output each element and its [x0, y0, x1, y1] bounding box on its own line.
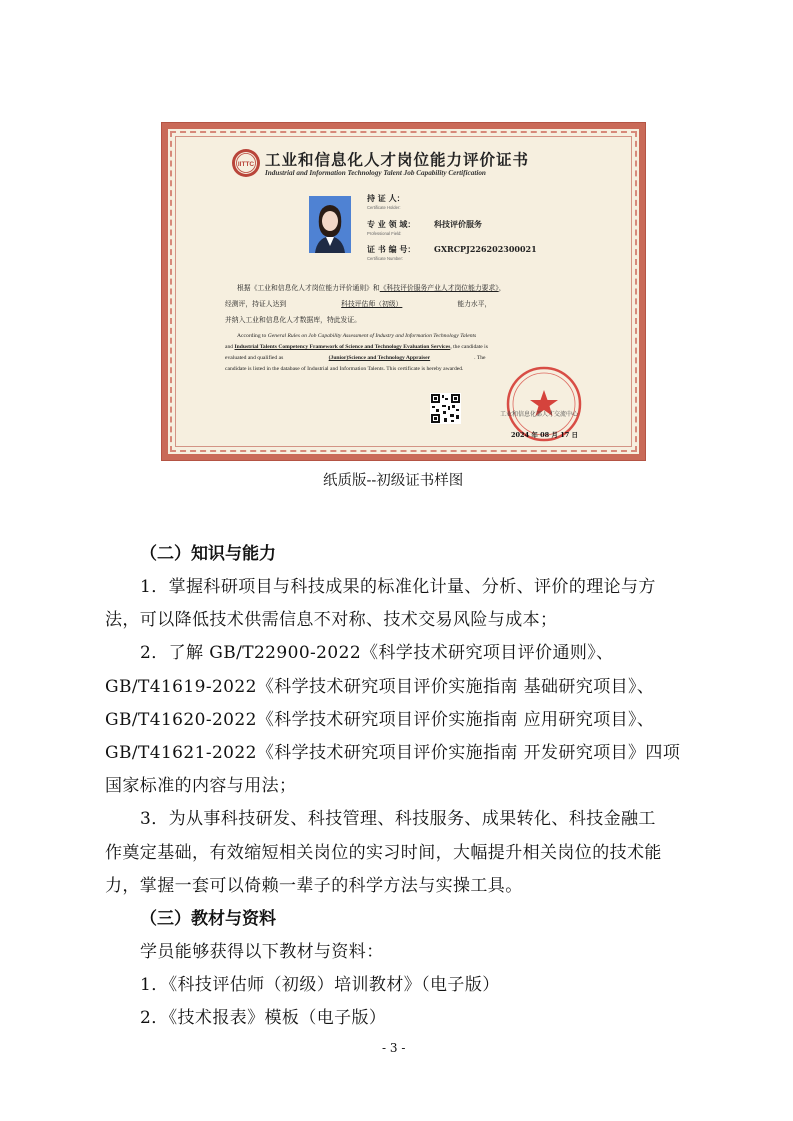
list-item: 1．《科技评估师（初级）培训教材》（电子版）: [140, 975, 500, 995]
section-heading-knowledge: （二）知识与能力: [140, 544, 276, 564]
qr-code-icon: [430, 393, 461, 424]
page-number: - 3 -: [382, 1041, 406, 1055]
certificate-number: GXRCPJ226202300021: [434, 244, 537, 254]
svg-text:IITTC: IITTC: [237, 161, 255, 168]
paragraph-line: 3．为从事科技研发、科技管理、科技服务、成果转化、科技金融工: [140, 809, 656, 829]
section-heading-materials: （三）教材与资料: [140, 909, 276, 929]
paragraph-line: 作奠定基础，有效缩短相关岗位的实习时间，大幅提升相关岗位的技术能: [105, 843, 662, 863]
field-label: 专 业 领 域：: [367, 219, 416, 229]
issuer-name: 工业和信息化部人才交流中心: [500, 412, 579, 418]
cert-body-en-4: candidate is listed in the database of Industrial and Information Talents. This certificate is hereby awarded.: [225, 366, 464, 372]
cert-body-cn-3: 并纳入工业和信息化人才数据库，特此发证。: [225, 316, 361, 324]
cert-body-cn-2: 经测评，持证人达到 科技评估师（初级） 能力水平，: [225, 300, 492, 308]
certificate-image: [162, 123, 645, 460]
cert-body-en-1: According to General Rules on Job Capability Assessment of Industry and Information Technology Talents: [237, 333, 477, 339]
image-caption: 纸质版--初级证书样图: [323, 473, 464, 489]
certificate-logo-icon: [231, 148, 261, 178]
paragraph-line: GB/T41621-2022《科学技术研究项目评价实施指南 开发研究项目》四项: [105, 743, 681, 763]
paragraph-line: GB/T41620-2022《科学技术研究项目评价实施指南 应用研究项目》、: [105, 710, 655, 730]
holder-label-en: Certificate Holder:: [367, 205, 401, 210]
list-item: 2．《技术报表》模板（电子版）: [140, 1008, 387, 1028]
paragraph-line: 学员能够获得以下教材与资料：: [140, 942, 384, 962]
holder-label: 持 证 人：: [367, 193, 405, 203]
issue-date: 2024 年 08 月 17 日: [511, 431, 578, 439]
cert-body-cn-1: 根据《工业和信息化人才岗位能力评价通则》和《科技评价服务产业人才岗位能力要求》，: [237, 284, 506, 292]
certificate-title-en: Industrial and Information Technology Talent Job Capability Certification: [265, 169, 486, 177]
field-label-en: Professional Field:: [367, 231, 402, 236]
paragraph-line: 国家标准的内容与用法；: [105, 776, 297, 796]
paragraph-line: 法，可以降低技术供需信息不对称、技术交易风险与成本；: [105, 610, 558, 630]
number-label-en: Certificate Number:: [367, 256, 404, 261]
cert-body-en-3: evaluated and qualified as (Junior)Science and Technology Appraiser . The: [225, 355, 486, 361]
cert-body-en-2: and Industrial Talents Competency Framework of Science and Technology Evaluation Services, the candidate is: [225, 344, 488, 350]
paragraph-line: GB/T41619-2022《科学技术研究项目评价实施指南 基础研究项目》、: [105, 677, 655, 697]
certificate-title: 工业和信息化人才岗位能力评价证书: [265, 150, 530, 169]
paragraph-line: 1．掌握科研项目与科技成果的标准化计量、分析、评价的理论与方: [140, 577, 656, 597]
paragraph-line: 力，掌握一套可以倚赖一辈子的科学方法与实操工具。: [105, 876, 523, 896]
field-value: 科技评价服务: [434, 219, 482, 229]
paragraph-line: 2．了解 GB/T22900-2022《科学技术研究项目评价通则》、: [140, 643, 614, 663]
number-label: 证 书 编 号：: [367, 244, 416, 254]
holder-photo: [309, 196, 351, 253]
